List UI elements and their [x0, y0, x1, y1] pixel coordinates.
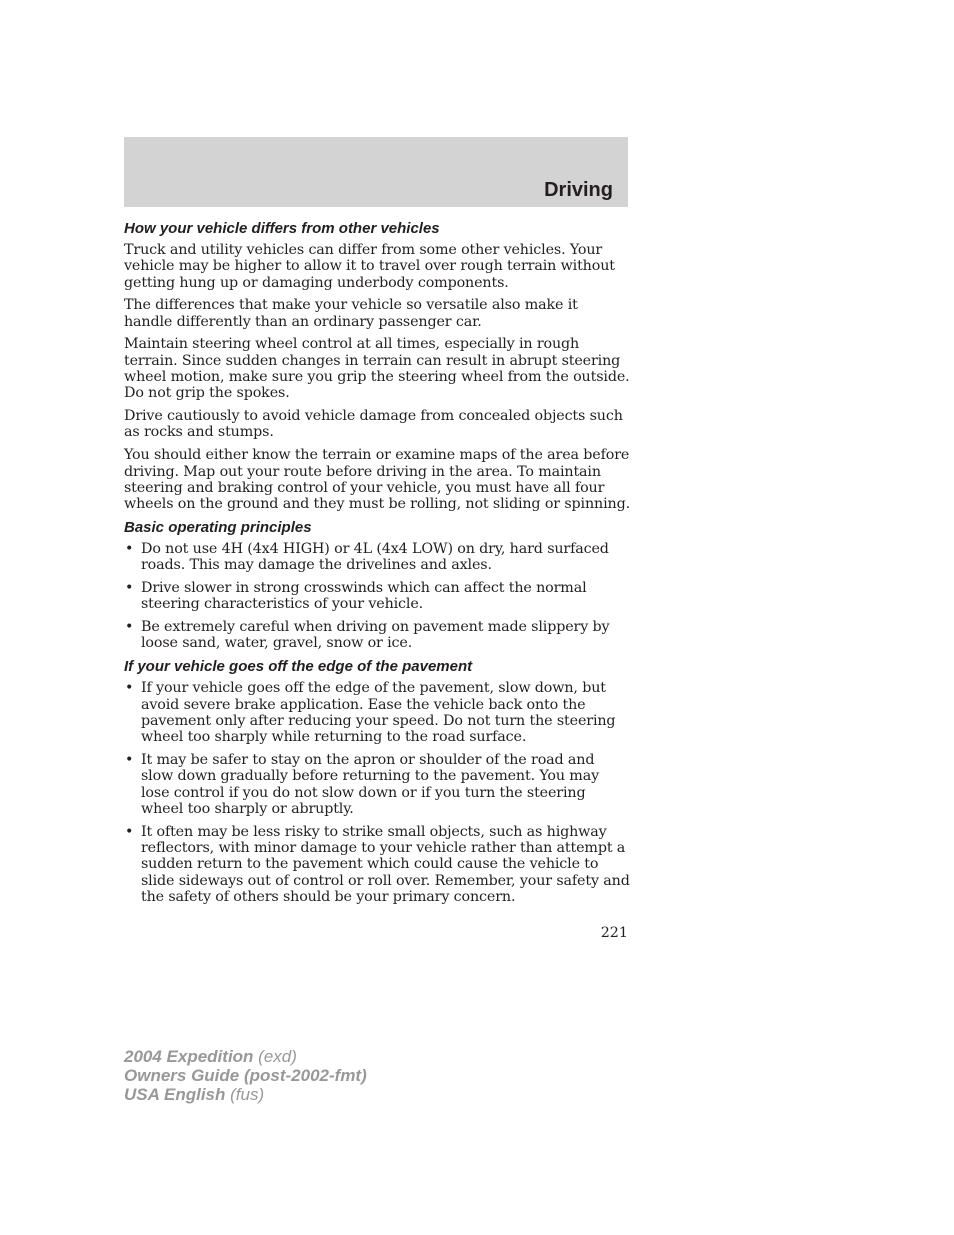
list-item	[124, 752, 630, 817]
list-item	[124, 541, 630, 574]
bullet-icon: •	[125, 680, 134, 697]
document-footer	[124, 1047, 367, 1104]
section-heading: Basic operating principles	[124, 518, 312, 536]
bullet-icon: •	[125, 580, 134, 597]
footer-line-language	[124, 1085, 367, 1104]
section-heading: How your vehicle differs from other vehicles	[124, 220, 440, 237]
footer-language-code: (fus)	[230, 1085, 265, 1104]
list-item-text: Be extremely careful when driving on pavement made slippery by loose sand, water, gravel, snow or ice.	[141, 619, 610, 652]
list-item-text: Drive slower in strong crosswinds which can affect the normal steering characteristics of your vehicle.	[141, 580, 587, 613]
footer-line-model	[124, 1047, 367, 1066]
body-paragraph: You should either know the terrain or examine maps of the area before driving. Map out your route before driving in the area. To maintain steering and braking control of your vehicle, you must have all four wheels on the ground and they must be rolling, not sliding or spinning.	[124, 447, 630, 513]
bullet-list	[124, 680, 630, 905]
list-item-text: If your vehicle goes off the edge of the pavement, slow down, but avoid severe brake application. Ease the vehicle back onto the pavement only after reducing your speed. Do not turn the steering wheel too sharply while returning to the road surface.	[141, 680, 616, 746]
body-paragraph: Truck and utility vehicles can differ from some other vehicles. Your vehicle may be higher to allow it to travel over rough terrain without getting hung up or damaging underbody components.	[124, 242, 615, 291]
list-item	[124, 680, 630, 745]
list-item-text: Do not use 4H (4x4 HIGH) or 4L (4x4 LOW) on dry, hard surfaced roads. This may damage the drivelines and axles.	[141, 540, 609, 574]
footer-line-guide	[124, 1066, 367, 1085]
bullet-icon: •	[125, 540, 134, 557]
list-item	[124, 580, 630, 613]
list-item-text: It may be safer to stay on the apron or shoulder of the road and slow down gradually before returning to the pavement. You may lose control if you do not slow down or if you turn the steering wheel too sharply or abruptly.	[141, 751, 600, 817]
footer-model-code: (exd)	[258, 1047, 297, 1066]
body-paragraph: Maintain steering wheel control at all times, especially in rough terrain. Since sudden changes in terrain can result in abrupt steering wheel motion, make sure you grip the steering wheel from the outside. Do not grip the spokes.	[124, 336, 630, 402]
bullet-icon: •	[125, 619, 134, 636]
page-content	[124, 220, 630, 912]
list-item	[124, 824, 630, 905]
body-paragraph: Drive cautiously to avoid vehicle damage from concealed objects such as rocks and stumps.	[124, 408, 623, 441]
body-paragraph: The differences that make your vehicle so versatile also make it handle differently than an ordinary passenger car.	[124, 297, 578, 330]
section-header-band	[124, 137, 628, 207]
section-title: Driving	[544, 179, 613, 201]
list-item-text: It often may be less risky to strike small objects, such as highway reflectors, with minor damage to your vehicle rather than attempt a sudden return to the pavement which could cause the vehicle to slide sideways out of control or roll over. Remember, your safety and the safety of others should be your primary concern.	[141, 823, 630, 905]
section-heading: If your vehicle goes off the edge of the pavement	[124, 658, 473, 676]
list-item	[124, 619, 630, 652]
footer-model-name: 2004 Expedition	[124, 1047, 254, 1066]
bullet-list	[124, 541, 630, 652]
footer-guide-name: Owners Guide (post-2002-fmt)	[124, 1066, 367, 1085]
page-number: 221	[600, 925, 628, 941]
bullet-icon: •	[125, 823, 134, 840]
bullet-icon: •	[125, 751, 134, 768]
footer-language-name: USA English	[124, 1085, 226, 1104]
